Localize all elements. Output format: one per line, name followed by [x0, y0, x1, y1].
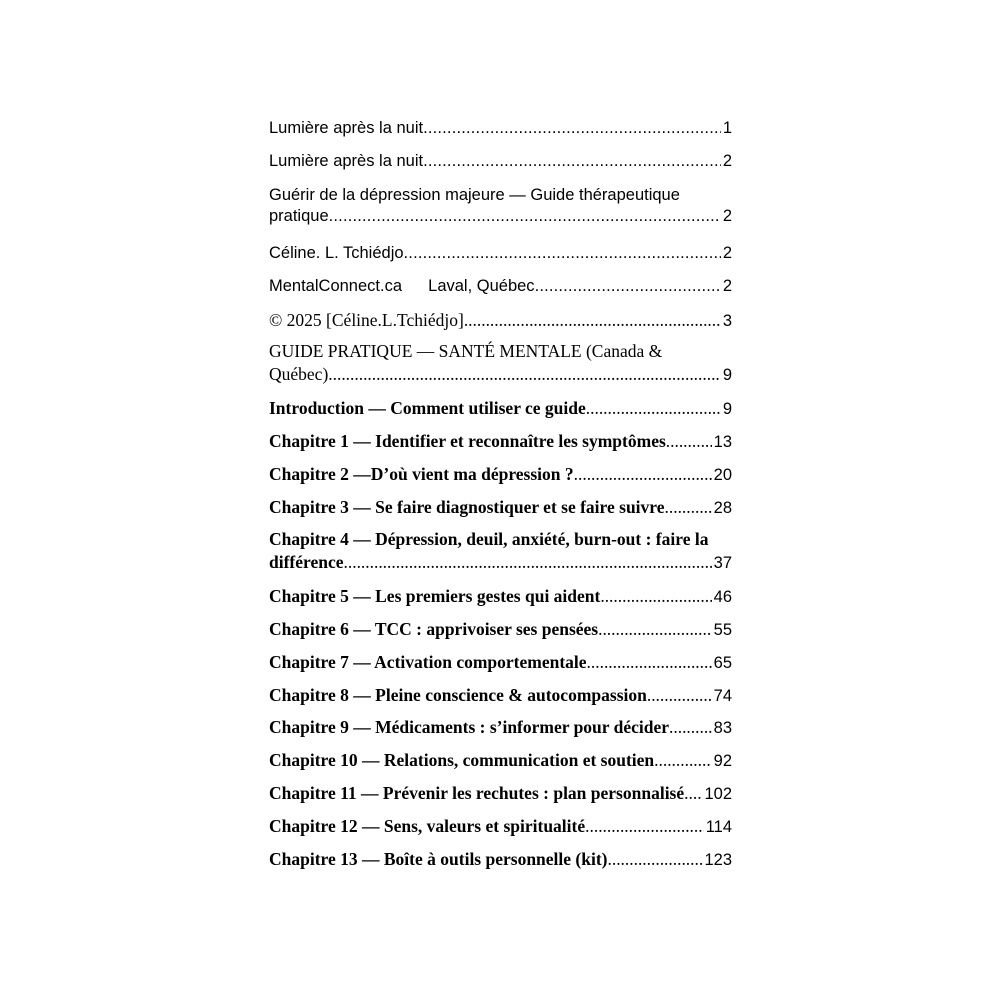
toc-entry[interactable]	[269, 152, 732, 171]
dot-leader	[535, 277, 721, 296]
toc-entry-page: 13	[713, 433, 732, 451]
toc-entry-title: Chapitre 2 —D’où vient ma dépression ?	[269, 464, 574, 484]
toc-entry[interactable]	[269, 717, 732, 738]
toc-entry-title: Chapitre 3 — Se faire diagnostiquer et se faire suivre	[269, 497, 665, 517]
toc-entry[interactable]	[269, 783, 732, 804]
dot-leader	[585, 816, 704, 837]
toc-entry-page: 123	[704, 851, 732, 869]
toc-entry[interactable]	[269, 586, 732, 607]
toc-entry-page: 46	[713, 588, 732, 606]
toc-entry-page: 20	[713, 466, 732, 484]
toc-entry-title-left: MentalConnect.ca	[269, 277, 402, 295]
dot-leader	[665, 497, 712, 518]
dot-leader	[598, 619, 712, 640]
dot-leader	[329, 207, 721, 226]
dot-leader	[669, 717, 712, 738]
toc-entry-page: 2	[722, 244, 732, 262]
dot-leader	[586, 398, 721, 419]
toc-entry[interactable]	[269, 497, 732, 518]
toc-entry-title-line2: pratique	[269, 207, 329, 225]
toc-entry-title: Lumière après la nuit	[269, 119, 424, 137]
toc-entry-page: 28	[713, 499, 732, 517]
dot-leader	[587, 652, 712, 673]
toc-entry-page: 2	[722, 207, 732, 225]
dot-leader	[684, 783, 702, 804]
dot-leader	[344, 552, 712, 573]
dot-leader	[423, 119, 721, 138]
toc-entry-title-line2: Québec)	[269, 364, 329, 384]
toc-entry-title-right: Laval, Québec	[428, 277, 535, 295]
toc-entry-title: Céline. L. Tchiédjo	[269, 244, 404, 262]
dot-leader	[608, 849, 703, 870]
toc-entry-title: © 2025 [Céline.L.Tchiédjo]	[269, 310, 464, 330]
toc-entry[interactable]	[269, 652, 732, 673]
toc-entry-title-line2: différence	[269, 552, 344, 572]
toc-entry-page: 92	[713, 752, 732, 770]
toc-entry-page: 2	[722, 277, 732, 295]
toc-entry-title: Chapitre 1 — Identifier et reconnaître les symptômes	[269, 431, 666, 451]
toc-entry-page: 2	[722, 152, 732, 170]
toc-entry[interactable]	[269, 431, 732, 452]
dot-leader	[423, 152, 721, 171]
toc-entry-title: Chapitre 5 — Les premiers gestes qui aident	[269, 586, 601, 606]
toc-entry-page: 65	[713, 654, 732, 672]
toc-entry-title: Chapitre 12 — Sens, valeurs et spiritualité	[269, 816, 586, 836]
toc-entry-page: 37	[713, 554, 732, 572]
toc-entry-title: Chapitre 13 — Boîte à outils personnelle (kit)	[269, 849, 608, 869]
toc-entry[interactable]	[269, 464, 732, 485]
toc-entry[interactable]	[269, 750, 732, 771]
toc-entry-title-line1: Guérir de la dépression majeure — Guide thérapeutique	[269, 186, 680, 204]
toc-entry[interactable]	[269, 529, 732, 573]
dot-leader	[574, 464, 712, 485]
dot-leader	[600, 586, 711, 607]
toc-entry-title: Chapitre 7 — Activation comportementale	[269, 652, 587, 672]
toc-entry[interactable]	[269, 277, 732, 296]
toc-entry-title: Introduction — Comment utiliser ce guide	[269, 398, 586, 418]
toc-entry-title: Chapitre 10 — Relations, communication et soutien	[269, 750, 655, 770]
toc-entry-title-line1: Chapitre 4 — Dépression, deuil, anxiété, burn-out : faire la	[269, 529, 709, 549]
toc-entry[interactable]	[269, 119, 732, 138]
toc-entry-title: Lumière après la nuit	[269, 152, 424, 170]
toc-entry[interactable]	[269, 849, 732, 870]
toc-entry-page: 9	[722, 400, 732, 418]
toc-entry-page: 102	[704, 785, 732, 803]
dot-leader	[647, 685, 712, 706]
toc-entry[interactable]	[269, 816, 732, 837]
toc-entry-page: 3	[722, 312, 732, 330]
toc-entry-page: 74	[713, 687, 732, 705]
dot-leader	[666, 431, 712, 452]
toc-entry-title: Chapitre 11 — Prévenir les rechutes : plan personnalisé	[269, 783, 685, 803]
toc-entry[interactable]	[269, 619, 732, 640]
toc-entry-page: 83	[713, 719, 732, 737]
toc-entry-title: Chapitre 6 — TCC : apprivoiser ses pensées	[269, 619, 599, 639]
dot-leader	[464, 310, 721, 331]
dot-leader	[654, 750, 711, 771]
toc-entry[interactable]	[269, 341, 732, 385]
toc-entry[interactable]	[269, 398, 732, 419]
dot-leader	[404, 244, 721, 263]
toc-entry-page: 55	[713, 621, 732, 639]
toc-entry-page: 1	[722, 119, 732, 137]
toc-entry-title-line1: GUIDE PRATIQUE — SANTÉ MENTALE (Canada &	[269, 341, 663, 361]
toc-entry-title: Chapitre 9 — Médicaments : s’informer pour décider	[269, 717, 670, 737]
toc-entry[interactable]	[269, 310, 732, 331]
dot-leader	[328, 364, 721, 385]
toc-entry[interactable]	[269, 186, 732, 226]
toc-entry[interactable]	[269, 685, 732, 706]
toc-entry-title: Chapitre 8 — Pleine conscience & autocompassion	[269, 685, 647, 705]
toc-entry-page: 9	[722, 366, 732, 384]
toc-entry-page: 114	[705, 818, 732, 836]
toc-entry[interactable]	[269, 244, 732, 263]
